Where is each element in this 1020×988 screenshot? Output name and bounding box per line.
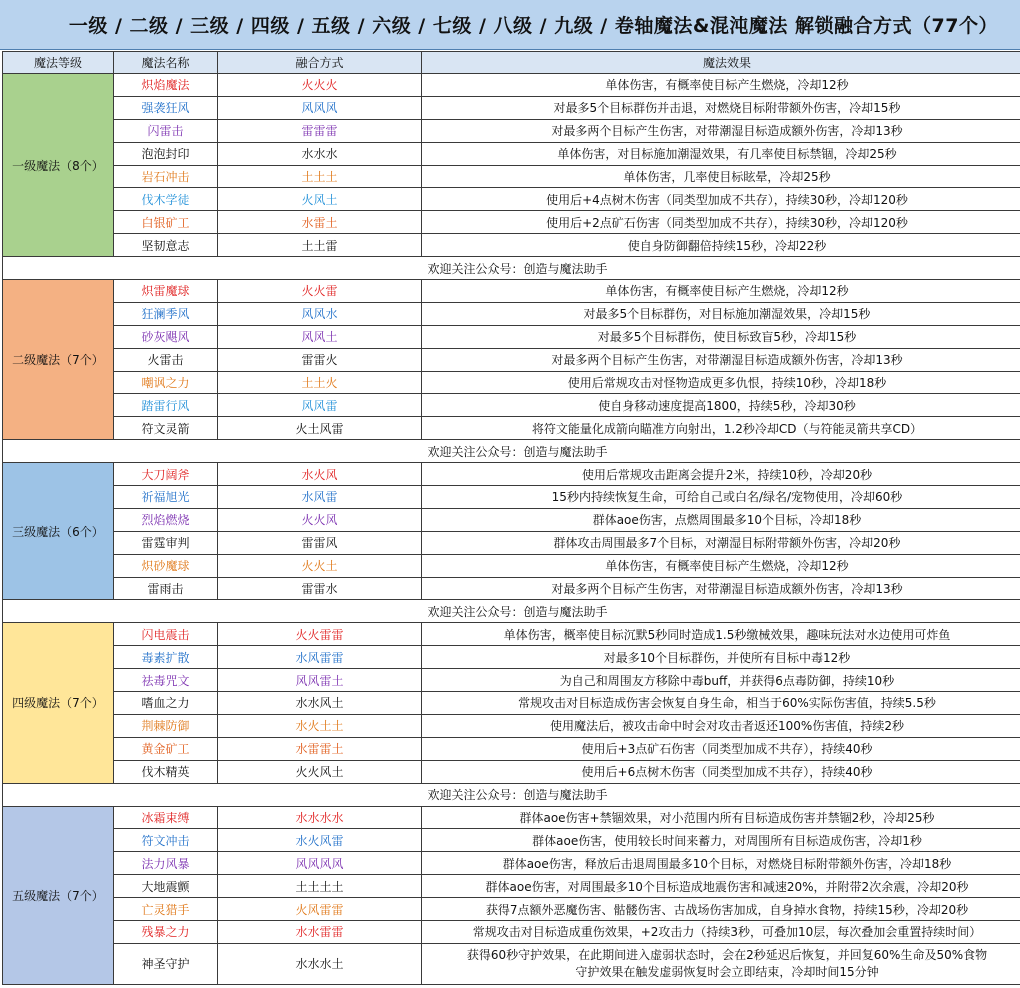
magic-name: 大地震颤 [114, 875, 218, 898]
magic-name: 神圣守护 [114, 943, 218, 984]
table-row [3, 920, 1020, 943]
magic-effect: 对最多两个目标产生伤害，对带潮湿目标造成额外伤害，冷却13秒 [422, 577, 1020, 600]
magic-fusion: 水水雷雷 [218, 920, 422, 943]
magic-effect: 使用后+2点矿石伤害（同类型加成不共存），持续30秒，冷却120秒 [422, 211, 1020, 234]
magic-name: 炽焰魔法 [114, 74, 218, 97]
magic-effect: 使用魔法后，被攻击命中时会对攻击者返还100%伤害值，持续2秒 [422, 714, 1020, 737]
magic-fusion: 火火雷 [218, 280, 422, 303]
magic-name: 强袭狂风 [114, 96, 218, 119]
header-effect: 魔法效果 [422, 52, 1020, 74]
magic-name: 嗜血之力 [114, 692, 218, 715]
table-row [3, 806, 1020, 829]
magic-fusion: 土土土 [218, 165, 422, 188]
table-row [3, 760, 1020, 783]
magic-name: 祈福旭光 [114, 486, 218, 509]
level-cell: 四级魔法（7个） [3, 623, 114, 783]
table-row [3, 119, 1020, 142]
table-row [3, 394, 1020, 417]
magic-name: 狂澜季风 [114, 302, 218, 325]
table-row [3, 417, 1020, 440]
magic-effect: 使用后+6点树木伤害（同类型加成不共存），持续40秒 [422, 760, 1020, 783]
magic-fusion: 水水风土 [218, 692, 422, 715]
magic-fusion: 水风雷 [218, 486, 422, 509]
magic-effect-line-2: 守护效果在触发虚弱恢复时会立即结束，冷却时间15分钟 [575, 964, 879, 979]
magic-effect: 常规攻击对目标造成重伤效果，+2攻击力（持续3秒，可叠加10层，每次叠加会重置持续时间） [422, 920, 1020, 943]
table-row [3, 325, 1020, 348]
table-row [3, 898, 1020, 921]
magic-fusion: 雷雷火 [218, 348, 422, 371]
page-title: 一级 / 二级 / 三级 / 四级 / 五级 / 六级 / 七级 / 八级 / 九级 / 卷轴魔法&混沌魔法 解锁融合方式（77个） [68, 15, 998, 37]
magic-name: 坚韧意志 [114, 234, 218, 257]
magic-name: 炽砂魔球 [114, 554, 218, 577]
banner-text: 欢迎关注公众号：创造与魔法助手 [3, 440, 1020, 463]
magic-effect: 常规攻击对目标造成伤害会恢复自身生命，相当于60%实际伤害值，持续5.5秒 [422, 692, 1020, 715]
magic-effect: 群体aoe伤害，使用较长时间来蓄力，对周围所有目标造成伤害，冷却1秒 [422, 829, 1020, 852]
magic-effect: 对最多两个目标产生伤害，对带潮湿目标造成额外伤害，冷却13秒 [422, 348, 1020, 371]
table-row [3, 554, 1020, 577]
level-cell: 二级魔法（7个） [3, 280, 114, 440]
magic-name: 亡灵猎手 [114, 898, 218, 921]
magic-effect [422, 943, 1020, 984]
magic-fusion: 火风土 [218, 188, 422, 211]
magic-effect: 单体伤害，对目标施加潮湿效果，有几率使目标禁锢，冷却25秒 [422, 142, 1020, 165]
level-cell: 一级魔法（8个） [3, 74, 114, 257]
magic-fusion: 火火雷雷 [218, 623, 422, 646]
magic-effect: 单体伤害，有概率使目标产生燃烧，冷却12秒 [422, 74, 1020, 97]
magic-fusion: 风风风风 [218, 852, 422, 875]
magic-fusion: 风风雷土 [218, 669, 422, 692]
table-row [3, 669, 1020, 692]
table-row [3, 302, 1020, 325]
table-row [3, 142, 1020, 165]
header-fusion: 融合方式 [218, 52, 422, 74]
table-row [3, 348, 1020, 371]
magic-fusion: 水火风雷 [218, 829, 422, 852]
magic-fusion: 火土风雷 [218, 417, 422, 440]
magic-effect: 对最多两个目标产生伤害，对带潮湿目标造成额外伤害，冷却13秒 [422, 119, 1020, 142]
level-cell: 三级魔法（6个） [3, 463, 114, 600]
magic-fusion: 火火风 [218, 508, 422, 531]
magic-name: 踏雷行风 [114, 394, 218, 417]
magic-fusion: 水水水 [218, 142, 422, 165]
magic-name: 炽雷魔球 [114, 280, 218, 303]
magic-effect: 群体aoe伤害，对周围最多10个目标造成地震伤害和减速20%，并附带2次余震，冷却20秒 [422, 875, 1020, 898]
magic-name: 残暴之力 [114, 920, 218, 943]
magic-effect: 对最多5个目标群伤，使目标致盲5秒，冷却15秒 [422, 325, 1020, 348]
magic-name: 泡泡封印 [114, 142, 218, 165]
magic-effect: 群体aoe伤害+禁锢效果，对小范围内所有目标造成伤害并禁锢2秒，冷却25秒 [422, 806, 1020, 829]
table-row [3, 623, 1020, 646]
magic-fusion: 土土土土 [218, 875, 422, 898]
magic-fusion: 水水水土 [218, 943, 422, 984]
table-row [3, 234, 1020, 257]
header-level: 魔法等级 [3, 52, 114, 74]
magic-name: 烈焰燃烧 [114, 508, 218, 531]
magic-effect: 使自身防御翻倍持续15秒，冷却22秒 [422, 234, 1020, 257]
table-row [3, 943, 1020, 984]
header-name: 魔法名称 [114, 52, 218, 74]
magic-name: 雷霆审判 [114, 531, 218, 554]
magic-effect: 将符文能量化成箭向瞄准方向射出，1.2秒冷却CD（与符能灵箭共享CD） [422, 417, 1020, 440]
magic-fusion: 风风雷 [218, 394, 422, 417]
level-cell: 五级魔法（7个） [3, 806, 114, 984]
magic-name: 荆棘防御 [114, 714, 218, 737]
table-row [3, 211, 1020, 234]
magic-effect: 使自身移动速度提高1800，持续5秒，冷却30秒 [422, 394, 1020, 417]
table-row [3, 737, 1020, 760]
table-row [3, 692, 1020, 715]
table-row [3, 96, 1020, 119]
magic-fusion: 土土雷 [218, 234, 422, 257]
magic-effect: 使用后常规攻击距离会提升2米，持续10秒，冷却20秒 [422, 463, 1020, 486]
magic-effect-line-1: 获得60秒守护效果，在此期间进入虚弱状态时，会在2秒延迟后恢复，并回复60%生命及50%食物 [466, 947, 988, 962]
magic-effect: 使用后+3点矿石伤害（同类型加成不共存），持续40秒 [422, 737, 1020, 760]
banner-row [3, 440, 1020, 463]
magic-name: 雷雨击 [114, 577, 218, 600]
table-row [3, 74, 1020, 97]
magic-effect: 群体aoe伤害，释放后击退周围最多10个目标，对燃烧目标附带额外伤害，冷却18秒 [422, 852, 1020, 875]
magic-fusion: 水雷雷土 [218, 737, 422, 760]
table-row [3, 829, 1020, 852]
table-row [3, 463, 1020, 486]
banner-row [3, 783, 1020, 806]
magic-effect: 对最多10个目标群伤，并使所有目标中毒12秒 [422, 646, 1020, 669]
magic-name: 岩石冲击 [114, 165, 218, 188]
magic-name: 冰霜束缚 [114, 806, 218, 829]
magic-name: 砂灰飓风 [114, 325, 218, 348]
table-row [3, 646, 1020, 669]
magic-name: 大刀阔斧 [114, 463, 218, 486]
table-row [3, 875, 1020, 898]
magic-table [2, 51, 1020, 985]
magic-name: 毒素扩散 [114, 646, 218, 669]
magic-effect: 为自己和周围友方移除中毒buff，并获得6点毒防御，持续10秒 [422, 669, 1020, 692]
magic-fusion: 雷雷风 [218, 531, 422, 554]
magic-fusion: 火火风土 [218, 760, 422, 783]
magic-fusion: 雷雷雷 [218, 119, 422, 142]
magic-name: 祛毒咒文 [114, 669, 218, 692]
banner-text: 欢迎关注公众号：创造与魔法助手 [3, 783, 1020, 806]
magic-effect: 单体伤害，概率使目标沉默5秒同时造成1.5秒缴械效果，趣味玩法对水边使用可炸鱼 [422, 623, 1020, 646]
magic-fusion: 水雷土 [218, 211, 422, 234]
magic-effect: 单体伤害，几率使目标眩晕，冷却25秒 [422, 165, 1020, 188]
magic-name: 闪雷击 [114, 119, 218, 142]
magic-name: 符文冲击 [114, 829, 218, 852]
magic-effect: 15秒内持续恢复生命，可给自己或白名/绿名/宠物使用，冷却60秒 [422, 486, 1020, 509]
table-row [3, 508, 1020, 531]
magic-fusion: 水风雷雷 [218, 646, 422, 669]
banner-text: 欢迎关注公众号：创造与魔法助手 [3, 600, 1020, 623]
magic-name: 火雷击 [114, 348, 218, 371]
magic-name: 伐木精英 [114, 760, 218, 783]
magic-fusion: 水水水水 [218, 806, 422, 829]
magic-name: 嘲讽之力 [114, 371, 218, 394]
table-row [3, 714, 1020, 737]
magic-effect: 对最多5个目标群伤并击退，对燃烧目标附带额外伤害，冷却15秒 [422, 96, 1020, 119]
magic-fusion: 风风土 [218, 325, 422, 348]
title-bar [0, 0, 1020, 50]
magic-fusion: 雷雷水 [218, 577, 422, 600]
table-row [3, 188, 1020, 211]
magic-fusion: 火风雷雷 [218, 898, 422, 921]
magic-effect: 群体攻击周围最多7个目标，对潮湿目标附带额外伤害，冷却20秒 [422, 531, 1020, 554]
magic-fusion: 水火土土 [218, 714, 422, 737]
table-body [3, 74, 1020, 985]
magic-name: 法力风暴 [114, 852, 218, 875]
magic-name: 伐木学徒 [114, 188, 218, 211]
table-row [3, 165, 1020, 188]
magic-effect: 使用后+4点树木伤害（同类型加成不共存），持续30秒，冷却120秒 [422, 188, 1020, 211]
banner-text: 欢迎关注公众号：创造与魔法助手 [3, 257, 1020, 280]
magic-fusion: 火火土 [218, 554, 422, 577]
banner-row [3, 257, 1020, 280]
magic-fusion: 风风水 [218, 302, 422, 325]
magic-fusion: 土土火 [218, 371, 422, 394]
table-row [3, 577, 1020, 600]
header-row [3, 52, 1020, 74]
magic-name: 白银矿工 [114, 211, 218, 234]
magic-effect: 单体伤害，有概率使目标产生燃烧，冷却12秒 [422, 280, 1020, 303]
magic-effect: 对最多5个目标群伤，对目标施加潮湿效果，冷却15秒 [422, 302, 1020, 325]
magic-fusion: 火火火 [218, 74, 422, 97]
table-row [3, 531, 1020, 554]
table-row [3, 371, 1020, 394]
magic-name: 符文灵箭 [114, 417, 218, 440]
magic-effect: 使用后常规攻击对怪物造成更多仇恨，持续10秒，冷却18秒 [422, 371, 1020, 394]
table-row [3, 852, 1020, 875]
magic-effect: 单体伤害，有概率使目标产生燃烧，冷却12秒 [422, 554, 1020, 577]
magic-effect: 群体aoe伤害，点燃周围最多10个目标，冷却18秒 [422, 508, 1020, 531]
magic-name: 黄金矿工 [114, 737, 218, 760]
magic-effect: 获得7点额外恶魔伤害、骷髅伤害、古战场伤害加成，自身掉水食物，持续15秒，冷却20秒 [422, 898, 1020, 921]
magic-fusion: 风风风 [218, 96, 422, 119]
table-row [3, 280, 1020, 303]
table-row [3, 486, 1020, 509]
magic-name: 闪电震击 [114, 623, 218, 646]
magic-fusion: 水火风 [218, 463, 422, 486]
banner-row [3, 600, 1020, 623]
